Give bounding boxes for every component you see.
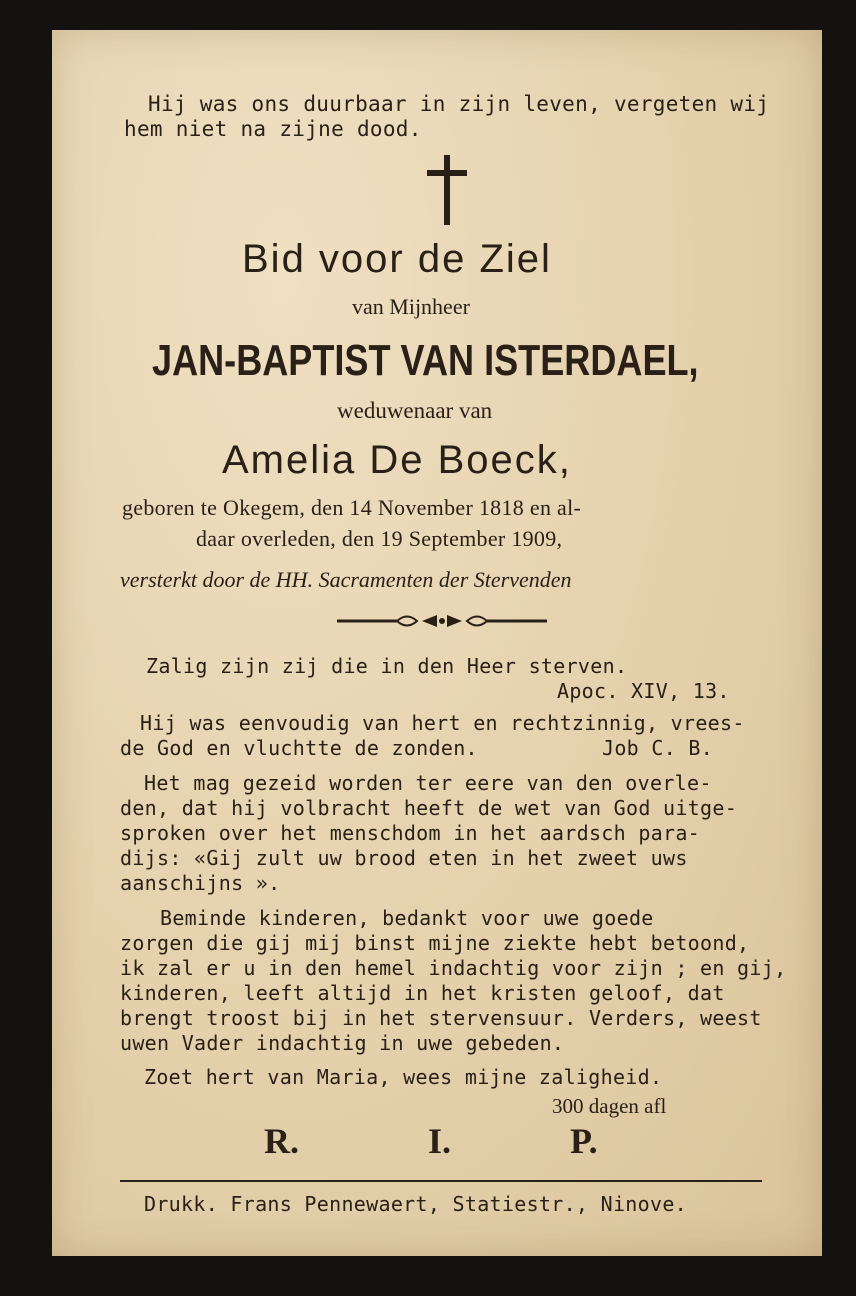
sacraments-line: versterkt door de HH. Sacramenten der Stervenden bbox=[120, 567, 572, 592]
latin-cross-icon bbox=[427, 155, 467, 225]
paragraph-2-line: brengt troost bij in het stervensuur. Verders, weest bbox=[120, 1006, 762, 1030]
prayer-heading: Bid voor de Ziel bbox=[242, 237, 552, 281]
paragraph-1-line: aanschijns ». bbox=[120, 871, 281, 895]
scripture-1-ref: Apoc. XIV, 13. bbox=[557, 679, 730, 703]
paragraph-2-line: Beminde kinderen, bedankt voor uwe goede bbox=[160, 906, 654, 930]
rip-p: P. bbox=[570, 1121, 598, 1161]
paragraph-2-line: uwen Vader indachtig in uwe gebeden. bbox=[120, 1031, 565, 1055]
scripture-2-ref: Job C. B. bbox=[602, 736, 714, 760]
scripture-2-line-1: Hij was eenvoudig van hert en rechtzinnig, vrees- bbox=[140, 711, 745, 735]
paragraph-2-line: ik zal er u in den hemel indachtig voor zijn ; en gij, bbox=[120, 956, 787, 980]
spouse-name: Amelia De Boeck, bbox=[222, 438, 572, 482]
birth-death-line-2: daar overleden, den 19 September 1909, bbox=[196, 526, 563, 551]
birth-death-line-1: geboren te Okegem, den 14 November 1818 en al- bbox=[122, 495, 582, 520]
paragraph-1-line: dijs: «Gij zult uw brood eten in het zweet uws bbox=[120, 846, 688, 870]
epigraph-line-1: Hij was ons duurbaar in zijn leven, vergeten wij bbox=[148, 92, 770, 116]
invocation: Zoet hert van Maria, wees mijne zaligheid. bbox=[144, 1065, 663, 1089]
decorative-divider-icon bbox=[337, 610, 547, 632]
deceased-name: JAN-BAPTIST VAN ISTERDAEL, bbox=[152, 336, 699, 385]
printer-imprint: Drukk. Frans Pennewaert, Statiestr., Ninove. bbox=[144, 1192, 688, 1216]
rip-i: I. bbox=[428, 1121, 452, 1161]
divider-rule bbox=[120, 1180, 762, 1182]
paragraph-1-line: Het mag gezeid worden ter eere van den overle- bbox=[144, 771, 712, 795]
paragraph-2-line: zorgen die gij mij binst mijne ziekte hebt betoond, bbox=[120, 931, 750, 955]
paragraph-2-line: kinderen, leeft altijd in het kristen geloof, dat bbox=[120, 981, 725, 1005]
epigraph-line-2: hem niet na zijne dood. bbox=[124, 117, 422, 141]
paragraph-1-line: sproken over het menschdom in het aardsch para- bbox=[120, 821, 701, 845]
rip-r: R. bbox=[264, 1121, 299, 1161]
paragraph-1-line: den, dat hij volbracht heeft de wet van God uitge- bbox=[120, 796, 738, 820]
scripture-1-text: Zalig zijn zij die in den Heer sterven. bbox=[146, 654, 628, 678]
memorial-card bbox=[52, 30, 822, 1256]
indulgence: 300 dagen afl bbox=[552, 1094, 667, 1118]
scripture-2-line-2: de God en vluchtte de zonden. bbox=[120, 736, 478, 760]
relation: weduwenaar van bbox=[337, 398, 493, 423]
honorific: van Mijnheer bbox=[352, 294, 470, 319]
